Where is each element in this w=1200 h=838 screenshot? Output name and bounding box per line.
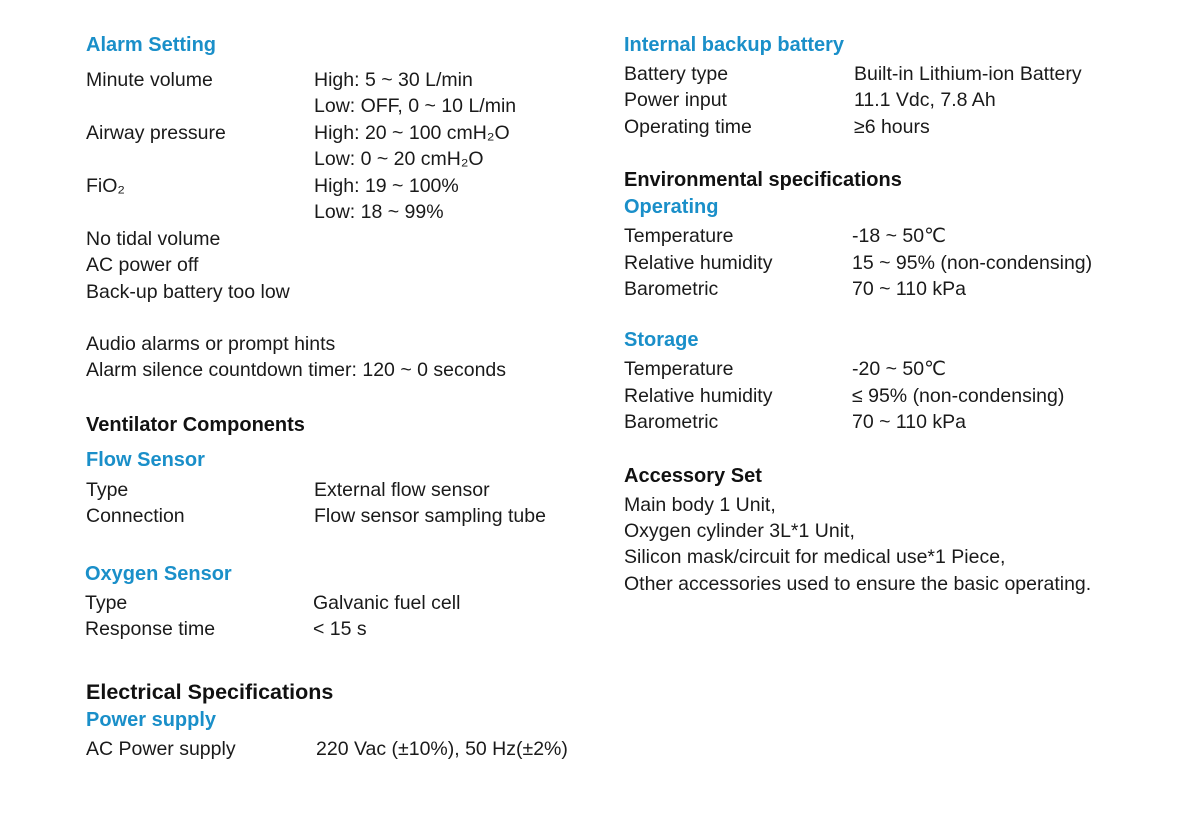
ac-power-off: AC power off — [86, 254, 199, 276]
flow-connection-value: Flow sensor sampling tube — [314, 505, 546, 527]
flow-connection-label: Connection — [86, 505, 185, 527]
power-input-value: 11.1 Vdc, 7.8 Ah — [854, 89, 996, 111]
accessory-line-4: Other accessories used to ensure the basic operating. — [624, 573, 1092, 595]
response-time-label: Response time — [85, 618, 216, 640]
operating-humidity-value: 15 ~ 95% (non-condensing) — [852, 252, 1093, 274]
oxygen-sensor-heading: Oxygen Sensor — [85, 563, 232, 585]
alarm-setting-heading: Alarm Setting — [86, 34, 217, 56]
operating-humidity-label: Relative humidity — [624, 252, 773, 274]
operating-temp-value: -18 ~ 50℃ — [852, 225, 946, 247]
storage-humidity-label: Relative humidity — [624, 385, 773, 407]
storage-humidity-value: ≤ 95% (non-condensing) — [852, 385, 1065, 407]
accessory-set-heading: Accessory Set — [624, 465, 762, 487]
backup-battery-low: Back-up battery too low — [86, 281, 290, 303]
accessory-line-3: Silicon mask/circuit for medical use*1 Piece, — [624, 546, 1006, 568]
storage-baro-label: Barometric — [624, 411, 719, 433]
oxygen-type-value: Galvanic fuel cell — [313, 592, 461, 614]
electrical-specs-heading: Electrical Specifications — [86, 680, 334, 704]
battery-type-value: Built-in Lithium-ion Battery — [854, 63, 1082, 85]
battery-type-label: Battery type — [624, 63, 729, 85]
airway-pressure-low: Low: 0 ~ 20 cmH₂O — [314, 148, 484, 170]
airway-pressure-high: High: 20 ~ 100 cmH₂O — [314, 122, 510, 144]
airway-pressure-label: Airway pressure — [86, 122, 226, 144]
no-tidal-volume: No tidal volume — [86, 228, 221, 250]
audio-alarms: Audio alarms or prompt hints — [86, 333, 336, 355]
storage-baro-value: 70 ~ 110 kPa — [852, 411, 967, 433]
operating-time-value: ≥6 hours — [854, 116, 930, 138]
storage-temp-label: Temperature — [624, 358, 734, 380]
operating-baro-label: Barometric — [624, 278, 719, 300]
operating-time-label: Operating time — [624, 116, 752, 138]
ac-power-label: AC Power supply — [86, 738, 236, 760]
accessory-line-1: Main body 1 Unit, — [624, 494, 776, 516]
storage-temp-value: -20 ~ 50℃ — [852, 358, 946, 380]
silence-timer: Alarm silence countdown timer: 120 ~ 0 seconds — [86, 359, 507, 381]
operating-heading: Operating — [624, 196, 719, 218]
response-time-value: < 15 s — [313, 618, 367, 640]
power-supply-heading: Power supply — [86, 709, 217, 731]
accessory-line-2: Oxygen cylinder 3L*1 Unit, — [624, 520, 855, 542]
ac-power-value: 220 Vac (±10%), 50 Hz(±2%) — [316, 738, 568, 760]
environmental-heading: Environmental specifications — [624, 169, 902, 191]
minute-volume-label: Minute volume — [86, 69, 213, 91]
flow-sensor-heading: Flow Sensor — [86, 449, 205, 471]
battery-heading: Internal backup battery — [624, 34, 845, 56]
minute-volume-high: High: 5 ~ 30 L/min — [314, 69, 473, 91]
fio2-high: High: 19 ~ 100% — [314, 175, 459, 197]
fio2-low: Low: 18 ~ 99% — [314, 201, 444, 223]
power-input-label: Power input — [624, 89, 727, 111]
operating-baro-value: 70 ~ 110 kPa — [852, 278, 967, 300]
storage-heading: Storage — [624, 329, 699, 351]
ventilator-components-heading: Ventilator Components — [86, 414, 305, 436]
fio2-label: FiO₂ — [86, 175, 125, 197]
flow-type-label: Type — [86, 479, 129, 501]
flow-type-value: External flow sensor — [314, 479, 490, 501]
oxygen-type-label: Type — [85, 592, 128, 614]
operating-temp-label: Temperature — [624, 225, 734, 247]
minute-volume-low: Low: OFF, 0 ~ 10 L/min — [314, 95, 517, 117]
